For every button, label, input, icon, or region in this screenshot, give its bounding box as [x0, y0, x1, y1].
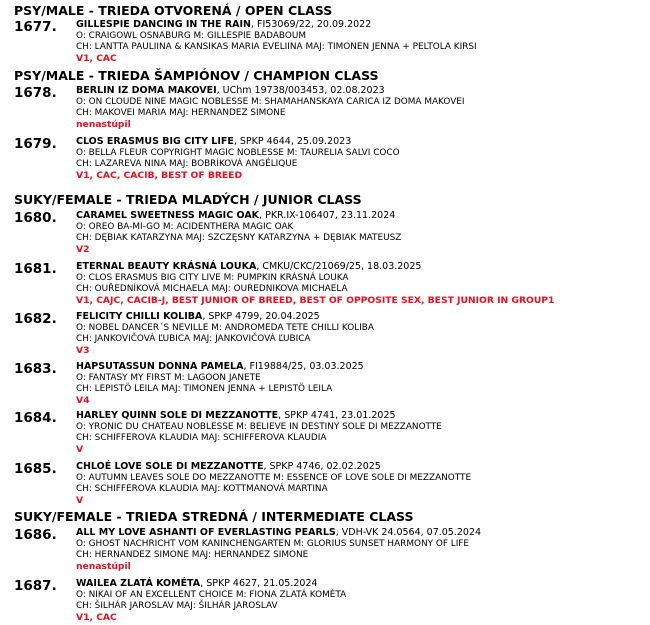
entry-result: V: [76, 444, 84, 455]
entry-title-line: [76, 361, 364, 373]
registration-details: , SPKP 4741, 23.01.2025: [278, 410, 396, 421]
entry-owners: CH: LANTTA PAULIINA & KANSIKAS MARIA EVELIINA MAJ: TIMONEN JENNA + PELTOLA KIRSI: [76, 42, 477, 52]
entry-number: 1687.: [14, 578, 57, 594]
registration-details: , SPKP 4644, 25.09.2023: [233, 136, 352, 147]
entry-result: V1, CAJC, CACIB-J, BEST JUNIOR OF BREED, BEST OF OPPOSITE SEX, BEST JUNIOR IN GROUP1: [76, 295, 555, 306]
section-title: PSY/MALE - TRIEDA ŠAMPIÓNOV / CHAMPION CLASS: [14, 68, 379, 83]
entry-owners: CH: SCHIFFEROVA KLAUDIA MAJ: SCHIFFEROVA KLAUDIA: [76, 433, 327, 443]
entry-number: 1685.: [14, 461, 57, 477]
entry-parents: O: OREO BA-MI-GO M: ACIDENTHERA MAGIC OAK: [76, 222, 294, 232]
entry-result: nenastúpil: [76, 119, 131, 130]
dog-name: HARLEY QUINN SOLE DI MEZZANOTTE: [76, 410, 279, 421]
entry-parents: O: CLOS ERASMUS BIG CITY LIVE M: PUMPKIN KRÁSNÁ LOUKA: [76, 273, 349, 283]
registration-details: , PKR.IX-106407, 23.11.2024: [259, 210, 396, 221]
dog-name: GILLESPIE DANCING IN THE RAIN: [76, 19, 251, 30]
entry-title-line: [76, 136, 351, 148]
entry-result: V4: [76, 395, 90, 406]
registration-details: , FI53069/22, 20.09.2022: [251, 19, 372, 30]
entry-parents: O: NOBEL DANCER´S NEVILLE M: ANDROMEDA TETE CHILLI KOLIBA: [76, 323, 374, 333]
section-title: SUKY/FEMALE - TRIEDA STREDNÁ / INTERMEDIATE CLASS: [14, 509, 414, 524]
registration-details: , SPKP 4746, 02.02.2025: [263, 461, 381, 472]
entry-number: 1684.: [14, 410, 57, 426]
registration-details: , VDH-VK 24.0564, 07.05.2024: [335, 527, 482, 538]
dog-name: WAILEA ZLATÁ KOMÉTA: [76, 578, 201, 589]
entry-owners: CH: LAZAREVA NINA MAJ: BOBRÍKOVÁ ANGÉLIQUE: [76, 159, 298, 169]
dog-name: ETERNAL BEAUTY KRÁSNÁ LOUKA: [76, 261, 257, 272]
registration-details: , SPKP 4799, 20.04.2025: [202, 311, 320, 322]
dog-name: FELICITY CHILLI KOLIBA: [76, 311, 203, 322]
dog-name: BERLIN IZ DOMA MAKOVEI: [76, 85, 217, 96]
entry-number: 1677.: [14, 19, 57, 35]
entry-number: 1678.: [14, 85, 57, 101]
entry-title-line: [76, 527, 481, 539]
entry-parents: O: ON CLOUDE NINE MAGIC NOBLESSE M: SHAMAHANSKAYA CARICA IZ DOMA MAKOVEI: [76, 97, 465, 107]
entry-result: V2: [76, 244, 90, 255]
registration-details: , FI19884/25, 03.03.2025: [243, 361, 364, 372]
entry-number: 1681.: [14, 261, 57, 277]
entry-parents: O: AUTUMN LEAVES SOLE DO MEZZANOTTE M: ESSENCE OF LOVE SOLE DI MEZZANOTTE: [76, 473, 472, 483]
entry-parents: O: GHOST NACHRICHT VOM KANINCHENGARTEN M: GLORIUS SUNSET HARMONY OF LIFE: [76, 539, 470, 549]
entry-title-line: [76, 85, 385, 97]
entry-parents: O: BELLA FLEUR COPYRIGHT MAGIC NOBLESSE M: TAURELIA SALVI COCO: [76, 148, 400, 158]
entry-owners: CH: LEPISTÖ LEILA MAJ: TIMONEN JENNA + LEPISTÖ LEILA: [76, 384, 333, 394]
dog-name: HAPSUTASSUN DONNA PAMELA: [76, 361, 244, 372]
section-title: PSY/MALE - TRIEDA OTVORENÁ / OPEN CLASS: [14, 3, 333, 18]
entry-title-line: [76, 311, 320, 323]
entry-number: 1683.: [14, 361, 57, 377]
entry-owners: CH: OUŘEDNÍKOVÁ MICHAELA MAJ: OUREDNIKOVA MICHAELA: [76, 284, 348, 294]
entry-result: V1, CAC, CACIB, BEST OF BREED: [76, 170, 243, 181]
entry-owners: CH: ŠILHÁR JAROSLAV MAJ: ŠILHÁR JAROSLAV: [76, 601, 278, 611]
entry-title-line: [76, 461, 381, 473]
entry-owners: CH: DĘBIAK KATARZYNA MAJ: SZCZĘSNY KATARZYNA + DĘBIAK MATEUSZ: [76, 233, 402, 243]
dog-name: CARAMEL SWEETNESS MAGIC OAK: [76, 210, 260, 221]
entry-title-line: [76, 19, 371, 31]
dog-name: CLOS ERASMUS BIG CITY LIFE: [76, 136, 234, 147]
entry-owners: CH: SCHIFFEROVA KLAUDIA MAJ: KOTTMANOVÁ MARTINA: [76, 484, 328, 494]
dog-name: CHLOÉ LOVE SOLE DI MEZZANOTTE: [76, 461, 264, 472]
entry-title-line: [76, 210, 395, 222]
dog-name: ALL MY LOVE ASHANTI OF EVERLASTING PEARLS: [76, 527, 336, 538]
entry-result: V: [76, 495, 84, 506]
entry-parents: O: NIKAI OF AN EXCELLENT CHOICE M: FIONA ZLATÁ KOMÉTA: [76, 590, 347, 600]
entry-title-line: [76, 578, 318, 590]
entry-number: 1679.: [14, 136, 57, 152]
registration-details: , CMKU/CKC/21069/25, 18.03.2025: [256, 261, 422, 272]
entry-number: 1682.: [14, 311, 57, 327]
entry-result: nenastúpil: [76, 561, 131, 572]
entry-result: V3: [76, 345, 90, 356]
entry-result: V1, CAC: [76, 53, 117, 64]
entry-owners: CH: MAKOVEI MARIA MAJ: HERNANDEZ SIMONE: [76, 108, 286, 118]
registration-details: , SPKP 4627, 21.05.2024: [200, 578, 318, 589]
entry-owners: CH: JANKOVIČOVÁ ĽUBICA MAJ: JANKOVIČOVÁ ĽUBICA: [76, 334, 311, 344]
entry-title-line: [76, 261, 421, 273]
entry-result: V1, CAC: [76, 612, 117, 623]
entry-owners: CH: HERNANDEZ SIMONE MAJ: HERNANDEZ SIMONE: [76, 550, 309, 560]
entry-title-line: [76, 410, 396, 422]
entry-parents: O: CRAIGOWL OSNABURG M: GILLESPIE BADABOUM: [76, 31, 306, 41]
entry-parents: O: YRONIC DU CHATEAU NOBLESSE M: BELIEVE IN DESTINY SOLE DI MEZZANOTTE: [76, 422, 442, 432]
registration-details: , UChm 19738/003453, 02.08.2023: [216, 85, 385, 96]
entry-number: 1680.: [14, 210, 57, 226]
entry-parents: O: FANTASY MY FIRST M: LAGOON JANETE: [76, 373, 261, 383]
section-title: SUKY/FEMALE - TRIEDA MLADÝCH / JUNIOR CLASS: [14, 192, 362, 207]
entry-number: 1686.: [14, 527, 57, 543]
